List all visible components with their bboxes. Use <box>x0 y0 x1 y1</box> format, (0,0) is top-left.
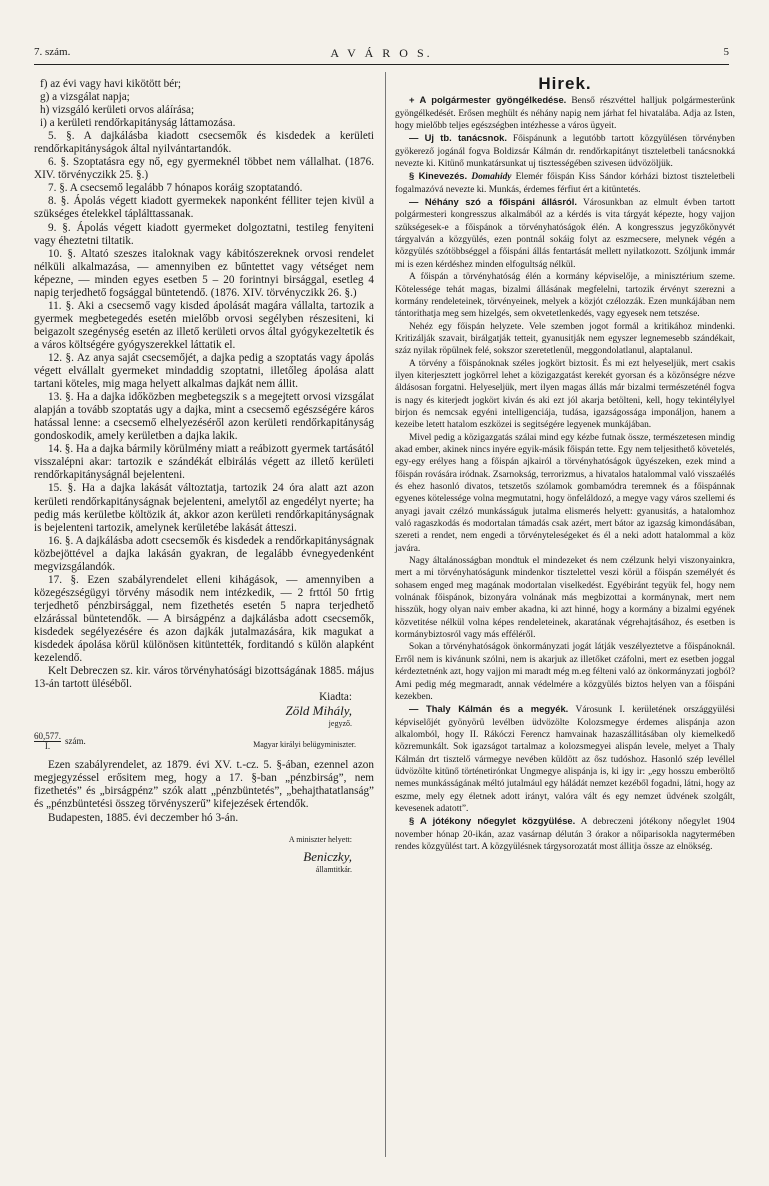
section-14: 14. §. Ha a dajka bármily körülmény miatt a reábizott gyermek tartásától visszalépni akar: tartozik e szándékát elbirálás végett az illető kerületi rendőrkapitányságnál bejelenteni. <box>34 443 374 482</box>
right-column <box>395 74 736 853</box>
deputy-name: Beniczky, <box>303 848 352 864</box>
issue-number: 7. szám. <box>34 46 71 58</box>
section-15: 15. §. Ha a dajka lakását változtatja, tartozik 24 óra alatt azt azon kerületi rendőrkapitányságnak bejelenteni, amelytől az engedélyt nyerte; ha pedig más kerületbe költözik át, akkor azon kerületi rendőrkapitányságnak is bejelenteni tartozik, amelynek kerületébe lakását átteszi. <box>34 482 374 534</box>
news-title: + A polgármester gyöngélkedése. <box>409 94 567 106</box>
news-title: — Néhány szó a főispáni állásról. <box>409 196 577 208</box>
section-13: 13. §. Ha a dajka időközben megbetegszik s a megejtett orvosi vizsgálat alapján a tovább szoptatás ugy a dajka, mint a csecsemő egészségére káros hatással lenne: a csecsemő elhelyezéséről azon kerületi rendőrkapitányság gondoskodik, amely kerületben a dajka lakik. <box>34 391 374 443</box>
signer-name: Zöld Mihály, <box>285 703 352 719</box>
approval-text: Ezen szabályrendelet, az 1879. évi XV. t.-cz. 5. §-ában, ezennel azon megjegyzéssel erősitem meg, hogy a 17. §-ban „pénzbirság”, nem fizethetés” és „birságpénz” szók alatt „pénzbüntetés”, „behajthatatlanság” és „pénzbüntetési összeg törvényszerű” kifejezések értendők. <box>34 759 374 811</box>
section-10: 10. §. Altató szeszes italoknak vagy kábitószereknek orvosi rendelet nélküli alkalmazása, — amennyiben ez bűntettet vagy vétséget nem képezne, — minden egyes esetben 5 – 20 forintnyi birsággal, esetleg 4 napig terjedhető fogsággal büntetendő. (1876. XIV. törvényczikk 26. §.) <box>34 247 374 299</box>
news-title: § Kinevezés. <box>409 170 468 182</box>
news-paragraph: Mivel pedig a közigazgatás szálai mind egy kézbe futnak össze, természetesen mindig akad ember, akinek nincs inyére egyik-másik főispán tette. Egy nem teljesithető követelés, egy-egy erélyes hang a főispán ajkairól a törvényhatóságok ügyészeken, ezek mind a főispán rovására iródnak. Zsarnokság, terrorizmus, a hivatalos hatalommal való visszaélés és ehez hasonló divatos, tetszetős szólamok gombamódra teremnek és a főispánnak egyenes kötelessége volna megmutatni, hogy önfeláldozó, a megye vagy város szellemi és anyagi javait czélzó munkásságuk jutalma elismerés helyett: gyanusitás, a hatalomhoz való ragaszkodás és modortalan támadás csak azért, mert bátor az igazság kimondásában, szereti a rendet, nem engedi a törvényteleségeket és él a neki adott hatalommal a köz javára. <box>395 432 735 554</box>
news-heading: Hirek. <box>538 74 592 93</box>
column-divider <box>385 72 386 1157</box>
ministry-row <box>34 732 374 751</box>
section-16: 16. §. A dajkálásba adott csecsemők és kisdedek a rendőrkapitányságnak közbejöttével a dajka lakásán gyakran, de legalább évnegyedenként megvizsgálandók. <box>34 534 374 573</box>
news-name: Domahidy <box>471 172 512 183</box>
section-12: 12. §. Az anya saját csecsemőjét, a dajka pedig a szoptatás vagy ápolás végett elvállalt gyermeket mindaddig szoptatni, illetőleg ápolása alatt tartani köteles, mig maga helyett alkalmas dajkát nem állit. <box>34 351 374 391</box>
news-title: — Thaly Kálmán és a megyék. <box>409 703 569 715</box>
item-i: i) a kerületi rendőrkapitányság láttamozása. <box>40 117 236 130</box>
kiadta-label: Kiadta: <box>319 691 352 704</box>
item-h: h) vizsgáló kerületi orvos aláírása; <box>40 104 195 117</box>
reference-word: szám. <box>65 736 86 747</box>
news-paragraph: Nagy általánosságban mondtuk el mindezeket és nem czélzunk helyi viszonyainkra, mert a mi törvényhatóságunk mindenkor tisztelettel veszi körül a főispán személyét és sohasem enged meg magának modortalan viselkedést. Egyébiránt tegyük fel, hogy nem volnának főispánok, bizonyára volnának más megbizottai a kormánynak, mert nem hisszük, hogy olyan naiv ember akadna, ki azt hinné, hogy a kormány a bizalmi egyének közvetitése nélkül volna képes rendeleteinek, akaratának végrehajtásához, és esetben is kormánybiztosról vagy más efféléről. <box>395 556 735 641</box>
item-f: f) az évi vagy havi kikötött bér; <box>40 78 182 90</box>
section-11: 11. §. Aki a csecsemő vagy kisded ápolását magára vállalta, tartozik a gyermek megbetegedés esetén mielőbb orvosi segélyben részesiteni, ki beigazolt szegénység esetén az illető kerületi orvos által gyógykezeltetik és a város költségére gyógyszerekkel láttatik el. <box>34 299 374 351</box>
news-title: — Uj tb. tanácsnok. <box>409 132 507 144</box>
reference-top: 60,577. <box>34 731 61 742</box>
news-item: § Kinevezés. Domahidy Elemér főispán Kiss Sándor kórházi biztost tiszteletbeli fogalmazóvá nevezte ki. Munkás, érdemes férfiut ért a kitüntetés. <box>395 170 735 195</box>
news-paragraph: Nehéz egy főispán helyzete. Vele szemben jogot formál a kritikához mindenki. Kritizálják szavait, birálgatják tetteit, gyanusitják nem egyszer legnemesebb szándékait, száz nyilak röpülnek felé, sokszor szeretetlenül, meggondolatlanul, alaptalanul. <box>395 321 735 357</box>
item-g: g) a vizsgálat napja; <box>40 91 130 104</box>
news-item: § A jótékony nőegylet közgyülése. A debreczeni jótékony nőegylet 1904 november hónap 20-ikán, azaz vasárnap délután 3 órakor a nőiparisokla nagytermében rendes közgyülést tart. A közgyülésnek tárgysorozatát most állitja össze az elnökség. <box>395 815 736 852</box>
news-item: + A polgármester gyöngélkedése. Benső részvéttel halljuk polgármesterünk gyöngélkedését. Erősen meghült és néhány napig nem járhat fel hivatalába. Adja az Isten, hogy mielőbb teljes egészségben intézhesse a város ügyeit. <box>395 94 735 132</box>
reference-bottom: I. <box>44 741 51 752</box>
header-rule <box>34 64 729 65</box>
deputy-title: államtitkár. <box>315 864 352 874</box>
page-header <box>34 46 729 64</box>
section-8: 8. §. Ápolás végett kiadott gyermekek naponként félliter tejen kivül a szükséges ételekkel táplálttassanak. <box>34 195 374 221</box>
section-6: 6. §. Szoptatásra egy nő, egy gyermeknél többet nem vállalhat. (1876. XIV. törvényczikk 25. §.) <box>34 156 374 182</box>
left-column <box>34 78 374 876</box>
signer-title: jegyző. <box>328 719 352 729</box>
news-item: — Uj tb. tanácsnok. Főispánunk a legutóbb tartott közgyülésen törvényben gyökerező jogánál fogva Boldizsár Kálmán dr. rendőrkapitányt tiszteletbeli tanácsnokká nevezte ki. Kitünő munkatársunkat uj tisztességében szivesen üdvözöljük. <box>395 132 735 170</box>
news-item: — Néhány szó a főispáni állásról. Városunkban az elmult évben tartott polgármesteri kongresszus alkalmából az a kérdés is vita tárgyát képezte, hogy vajjon szükségesek-e a főispánok a törvényhatóságok élén. A kongresszus jegyzőkönyvét tárgyalván a közgyülés, ezen pontnál sokáig folyt az eszmecsere, melynek végén a közgyülés szótöbbséggel a főispáni állás fentartását mellett nyilatkozott. Szóljunk immár mi is ezen kérdéshez minden elfogultság nélkül. <box>395 196 736 270</box>
news-item: — Thaly Kálmán és a megyék. Városunk I. kerületének országgyülési képviselőjét gyönyörü levélben üdvözölte Kolozsmegye érdemes alispánja azon alkalomból, hogy II. Rákóczi Ferencz hamvainak hazaszállitásában oly kiemelkedő közremunkált. Sok igazságot tartalmaz a kolozsmegyei alispán levele, melyet a Thaly Kálmán drt tisztelő vármegye nevében küldött az ősz tudóshoz. Hasonló szép levéllel üdvözölte kitünő történetirónkat Ungmegye alispánja is, ki igy ir: „egy hosszu emberöltő nemes munkásságának méltó jutalmául egy háládát nemzet kezéből fogadni, látni, hogy az eszme, mely egy életnek adott irányt, valóra vált és egy nemzet üdvének szolgált, kevesenek adatott”. <box>395 703 735 814</box>
ministry-label: Magyar királyi belügyminiszter. <box>253 740 356 750</box>
deputy-label: A miniszter helyett: <box>288 834 352 844</box>
page-number: 5 <box>723 46 729 58</box>
news-paragraph: Sokan a törvényhatóságok önkormányzati jogát látják veszélyeztetve a főispánoknál. Erről nem is kivánunk szólni, nem is akarjuk az illetőket czáfolni, mert ez esetben joggal kérdeztetnénk azt, hogy vajjon mi maradt még m.eg félteni való az önkormányzati jogból? Ami pedig még megmaradt, annak védelmére a közgyülés biztos helyen van a főispáni kezekben. <box>395 642 735 702</box>
section-17: 17. §. Ezen szabályrendelet elleni kihágások, — amennyiben a közegészségügyi törvény második nem intézkedik, — 2 frttól 50 frtig terjedhető pénzbirsággal, nem fizethetés esetén 5 napra terjedhető elzárással büntetendők. — A birságpénz a dajkálásba adott csecsemők, kisdedek segélyezésére és azon dajkák jutalmazására, kik magukat a kisdedek ápolása körül különösen kitüntették, forditandó s külön alapként kezelendő. <box>34 573 374 665</box>
news-paragraph: A törvény a főispánoknak széles jogkört biztosit. És mi ezt helyeseljük, mert csakis ilyen kiterjesztett jogkörrel lehet a közigazgatást kerekét gyorsan és a közönségre nézve áldásosan forgatni. Helyeseljük, mert ilyen magas állás már bizalmi természeténél fogva is nagy és kiterjedt jogkört kiván és aki ezt jól akarja betölteni, kell, hogy tekintélylyel birjon és nemcsak egyéni intelligenciája, tudása, igazságossága imponáljon, hanem a kezeibe letett hatalom eszközei is segitségére legyenek munkájában. <box>395 358 735 431</box>
news-title: § A jótékony nőegylet közgyülése. <box>409 815 576 827</box>
newspaper-title: A V Á R O S. <box>330 46 433 60</box>
section-5: 5. §. A dajkálásba kiadott csecsemők és kisdedek a kerületi rendőrkapitányságok által nyilvántartandók. <box>34 130 374 156</box>
dated-clause: Kelt Debreczen sz. kir. város törvényhatósági bizottságának 1885. május 13-án tartott üléséből. <box>34 665 374 691</box>
section-9: 9. §. Ápolás végett kiadott gyermeket dolgoztatni, testileg fenyiteni vagy éheztetni tiltatik. <box>34 221 374 247</box>
approval-date: Budapesten, 1885. évi deczember hó 3-án. <box>48 811 239 824</box>
news-paragraph: A főispán a törvényhatóság élén a kormány képviselője, a minisztérium szeme. Kötelessége tehát magas, bizalmi állásának megfelelni, tartozik érvényt szerezni a kormány rendeleteinek, törvényeinek, melyek a közjót czélozzák. Ezen munkájában nem tántorithatja meg sem hizelgés, sem okvetetlenkedés, vagy egyesek nem tetszése. <box>395 272 735 320</box>
section-7: 7. §. A csecsemő legalább 7 hónapos koráig szoptatandó. <box>48 182 303 195</box>
reference-number <box>34 732 86 751</box>
